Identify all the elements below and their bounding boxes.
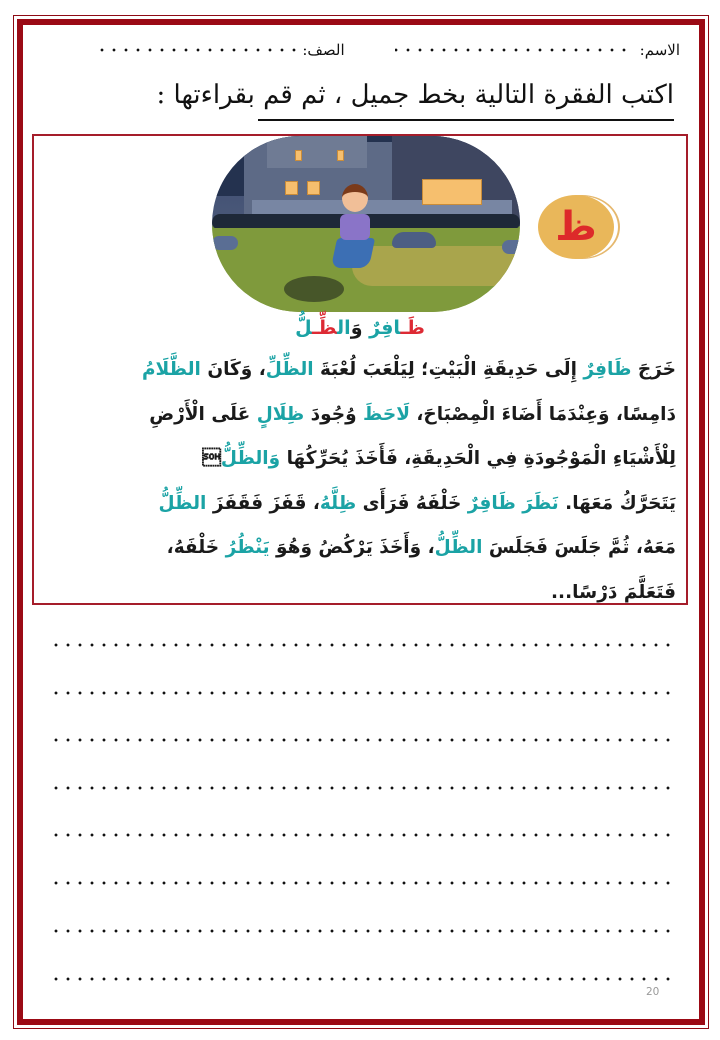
highlighted-word: الظِّلِّ <box>265 359 314 380</box>
story-line-6: فَتَعَلَّمَ دَرْسًا... <box>551 581 676 603</box>
highlighted-word: وَالظِّلُّ <box>220 448 281 469</box>
name-field[interactable] <box>395 48 630 52</box>
student-info-row <box>60 38 680 62</box>
boy-shirt <box>340 214 370 240</box>
boy-head <box>342 184 368 212</box>
title-part: ظَـ <box>400 317 425 339</box>
window-lit-large <box>422 179 482 205</box>
window-lit <box>285 181 298 195</box>
writing-line-4[interactable] <box>50 786 674 790</box>
story-line-5: مَعَهُ، ثُمَّ جَلَسَ فَجَلَسَ الظِّلُّ، وَأَخَذَ يَرْكُضُ وَهُوَ يَنْظُرُ خَلْفَهُ، <box>166 537 676 558</box>
highlighted-word: الظِّلُّ <box>434 537 483 558</box>
writing-line-7[interactable] <box>50 929 674 933</box>
window-lit <box>337 150 344 161</box>
highlighted-word: ظَافِرٌ <box>467 492 516 514</box>
writing-line-6[interactable] <box>50 881 674 885</box>
story-illustration <box>212 136 520 312</box>
lawn-lit-patch <box>352 246 520 286</box>
instruction-heading: اكتب الفقرة التالية بخط جميل ، ثم قم بقراءتها : <box>156 80 674 110</box>
letter-glyph: ظ <box>555 204 597 250</box>
title-part: لُّ <box>295 317 313 339</box>
highlighted-word: الظِّلُّ <box>158 492 207 514</box>
story-paragraph <box>44 348 676 615</box>
window-lit <box>307 181 320 195</box>
class-label: الصف: <box>302 41 345 59</box>
writing-line-8[interactable] <box>50 977 674 981</box>
story-line-1: خَرَجَ ظَافِرٌ إِلَى حَدِيقَةِ الْبَيْتِ؛ لِيَلْعَبَ لُعْبَةَ الظِّلِّ، وَكَانَ الظَّلَامُ <box>141 359 676 380</box>
rock <box>502 240 520 254</box>
rock <box>212 236 238 250</box>
writing-line-5[interactable] <box>50 833 674 837</box>
highlighted-word: ظِلَّهُ <box>319 492 357 514</box>
title-part: وَ <box>350 317 370 339</box>
highlighted-word: نَظَرَ <box>522 492 559 514</box>
story-line-4: يَتَحَرَّكُ مَعَهَا. نَظَرَ ظَافِرٌ خَلْفَهُ فَرَأَى ظِلَّهُ، قَفَزَ فَقَفَزَ الظِّلُّ <box>158 492 676 514</box>
writing-line-1[interactable] <box>50 643 674 647</box>
title-part: ال <box>337 317 351 339</box>
class-field[interactable] <box>95 48 300 52</box>
highlighted-word: يَنْظُرُ <box>225 537 270 558</box>
highlighted-word: لَاحَظَ <box>363 403 410 425</box>
title-part: ظِّـ <box>312 317 338 339</box>
writing-line-2[interactable] <box>50 691 674 695</box>
letter-badge <box>538 195 614 259</box>
highlighted-word: الظَّلَامُ <box>141 359 201 380</box>
boy-shadow <box>284 276 344 302</box>
house-upper-floor <box>267 136 367 168</box>
story-title <box>210 314 510 342</box>
title-part: افِرٌ <box>369 317 401 339</box>
writing-line-3[interactable] <box>50 738 674 742</box>
highlighted-word: ظِلَالٍ <box>256 403 305 425</box>
instruction-underline <box>258 119 674 121</box>
page-number: 20 <box>646 986 660 998</box>
story-line-2: دَامِسًا، وَعِنْدَمَا أَضَاءَ الْمِصْبَاحَ، لَاحَظَ وُجُودَ ظِلَالٍ عَلَى الْأَرْضِ <box>149 403 676 425</box>
story-line-3: لِلْأَشْيَاءِ الْمَوْجُودَةِ فِي الْحَدِيقَةِ، فَأَخَذَ يُحَرِّكُهَا وَالظِّلُّ <box>202 448 676 469</box>
name-label: الاسم: <box>639 41 680 59</box>
highlighted-word: ظَافِرٌ <box>583 359 632 380</box>
window-lit <box>295 150 302 161</box>
rock <box>392 232 436 248</box>
